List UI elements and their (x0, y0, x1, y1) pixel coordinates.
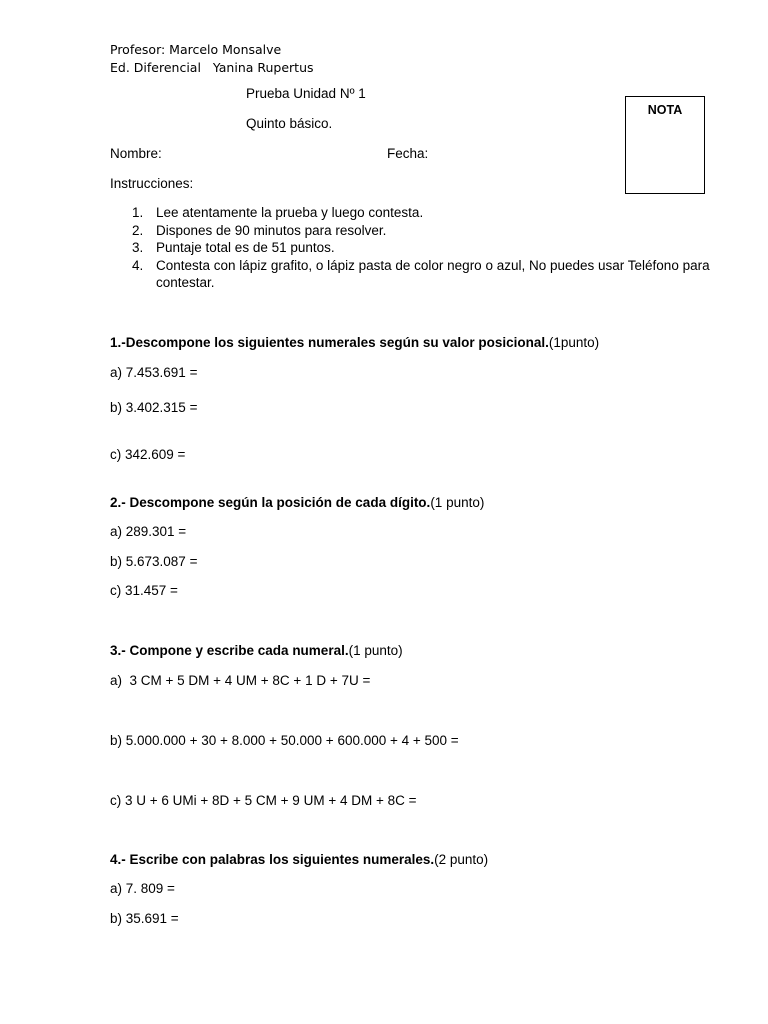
question-title-text: 3.- Compone y escribe cada numeral. (110, 643, 349, 658)
list-item-text: Lee atentamente la prueba y luego contesta. (156, 205, 424, 220)
question-1-title (110, 335, 599, 350)
question-2-item-a: a) 289.301 = (110, 524, 187, 539)
list-item-text: Contesta con lápiz grafito, o lápiz pasta de color negro o azul, No puedes usar Teléfono para contestar. (156, 257, 710, 290)
question-points: (1 punto) (430, 495, 485, 510)
list-item (132, 204, 716, 222)
teacher-name: Profesor: Marcelo Monsalve (110, 42, 282, 57)
question-title-text: 2.- Descompone según la posición de cada dígito. (110, 495, 431, 510)
question-1-item-a: a) 7.453.691 = (110, 365, 198, 380)
question-points: (1 punto) (348, 643, 403, 658)
list-item-number: 4. (132, 257, 144, 273)
question-2-item-b: b) 5.673.087 = (110, 554, 198, 569)
list-item-number: 2. (132, 222, 144, 238)
grade-level: Quinto básico. (246, 116, 333, 131)
grade-box (625, 96, 705, 194)
question-title-text: 4.- Escribe con palabras los siguientes numerales. (110, 852, 435, 867)
test-title: Prueba Unidad Nº 1 (246, 86, 366, 101)
question-title-text: 1.-Descompone los siguientes numerales según su valor posicional. (110, 335, 549, 350)
grade-box-label: NOTA (647, 103, 683, 117)
question-2-title (110, 495, 484, 510)
list-item (132, 257, 716, 292)
list-item-number: 1. (132, 205, 144, 220)
question-3-item-c: c) 3 U + 6 UMi + 8D + 5 CM + 9 UM + 4 DM + 8C = (110, 793, 417, 808)
question-points: (2 punto) (434, 852, 489, 867)
date-label: Fecha: (387, 146, 429, 161)
instructions-title: Instrucciones: (110, 176, 194, 191)
question-4-item-a: a) 7. 809 = (110, 881, 175, 896)
special-ed-teacher: Ed. Diferencial Yanina Rupertus (110, 60, 314, 75)
list-item-number: 3. (132, 240, 144, 255)
question-4-title (110, 852, 488, 867)
question-1-item-b: b) 3.402.315 = (110, 400, 198, 415)
list-item-text: Dispones de 90 minutos para resolver. (156, 222, 387, 238)
question-1-item-c: c) 342.609 = (110, 447, 186, 462)
question-4-item-b: b) 35.691 = (110, 911, 179, 926)
list-item (132, 222, 716, 240)
list-item-text: Puntaje total es de 51 puntos. (156, 240, 335, 255)
instructions-list (110, 204, 716, 292)
name-label: Nombre: (110, 146, 162, 161)
list-item (132, 239, 716, 257)
question-points: (1punto) (548, 335, 600, 350)
question-3-title (110, 643, 403, 658)
question-3-item-a: a) 3 CM + 5 DM + 4 UM + 8C + 1 D + 7U = (110, 673, 371, 688)
question-2-item-c: c) 31.457 = (110, 583, 178, 598)
question-3-item-b: b) 5.000.000 + 30 + 8.000 + 50.000 + 600.000 + 4 + 500 = (110, 733, 459, 748)
